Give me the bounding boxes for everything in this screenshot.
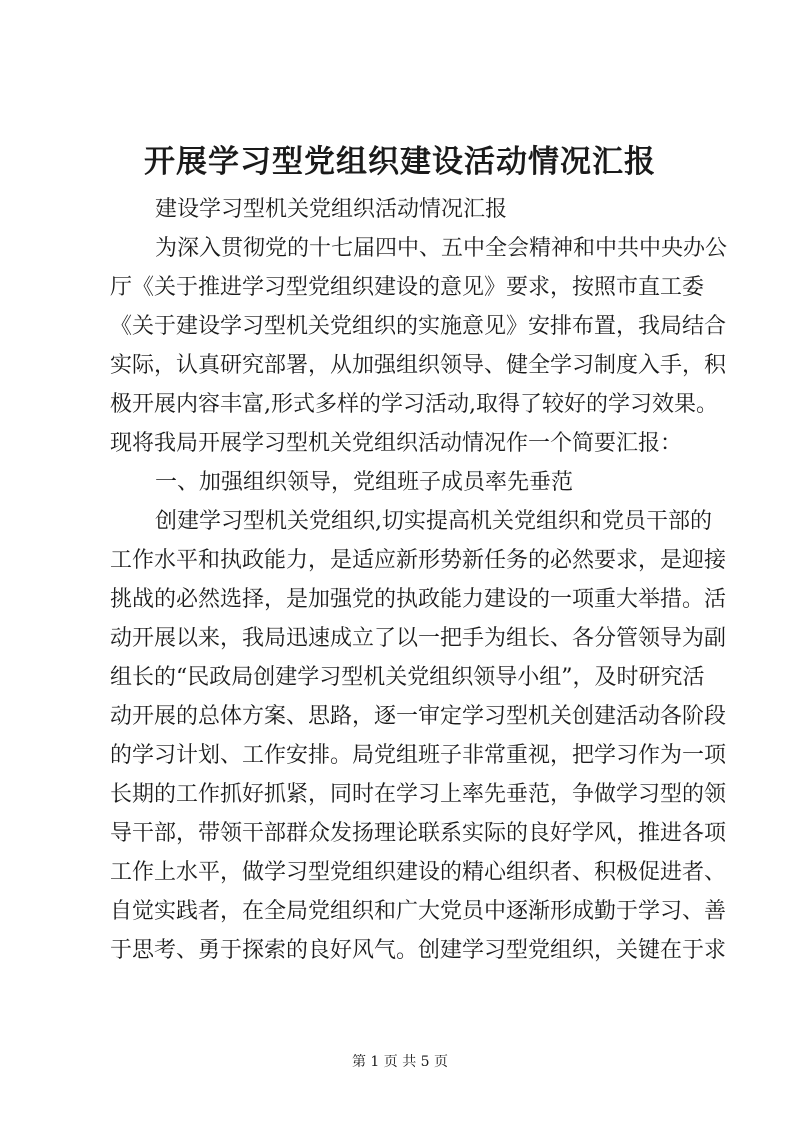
paragraph-line: 导干部，带领干部群众发扬理论联系实际的良好学风，推进各项 (110, 821, 727, 846)
paragraph-line: 《关于建设学习型机关党组织的实施意见》安排布置，我局结合 (110, 314, 727, 339)
paragraph-line: 创建学习型机关党组织,切实提高机关党组织和党员干部的 (155, 509, 712, 534)
paragraph-line: 工作上水平，做学习型党组织建设的精心组织者、积极促进者、 (110, 860, 727, 885)
paragraph-line: 动开展的总体方案、思路，逐一审定学习型机关创建活动各阶段 (110, 704, 727, 729)
subtitle-line: 建设学习型机关党组织活动情况汇报 (155, 197, 508, 222)
paragraph-line: 动开展以来，我局迅速成立了以一把手为组长、各分管领导为副 (110, 626, 727, 651)
paragraph-line: 的学习计划、工作安排。局党组班子非常重视，把学习作为一项 (110, 743, 727, 768)
paragraph-line: 工作水平和执政能力，是适应新形势新任务的必然要求，是迎接 (110, 548, 727, 573)
paragraph-line: 现将我局开展学习型机关党组织活动情况作一个简要汇报： (110, 431, 683, 456)
paragraph-line: 长期的工作抓好抓紧，同时在学习上率先垂范，争做学习型的领 (110, 782, 727, 807)
document-title: 开展学习型党组织建设活动情况汇报 (144, 144, 656, 180)
paragraph-line: 挑战的必然选择，是加强党的执政能力建设的一项重大举措。活 (110, 587, 727, 612)
paragraph-line: 自觉实践者，在全局党组织和广大党员中逐渐形成勤于学习、善 (110, 899, 727, 924)
paragraph-line: 组长的“民政局创建学习型机关党组织领导小组”，及时研究活 (110, 665, 705, 690)
page-footer: 第 1 页 共 5 页 (351, 1054, 449, 1070)
paragraph-line: 极开展内容丰富,形式多样的学习活动,取得了较好的学习效果。 (110, 392, 718, 417)
document-body (110, 190, 728, 970)
section-heading: 一、加强组织领导，党组班子成员率先垂范 (155, 470, 574, 495)
paragraph-line: 厅《关于推进学习型党组织建设的意见》要求，按照市直工委 (110, 275, 705, 300)
paragraph-line: 于思考、勇于探索的良好风气。创建学习型党组织，关键在于求 (110, 938, 727, 963)
paragraph-line: 为深入贯彻党的十七届四中、五中全会精神和中共中央办公 (155, 236, 728, 261)
paragraph-line: 实际，认真研究部署，从加强组织领导、健全学习制度入手，积 (110, 353, 727, 378)
